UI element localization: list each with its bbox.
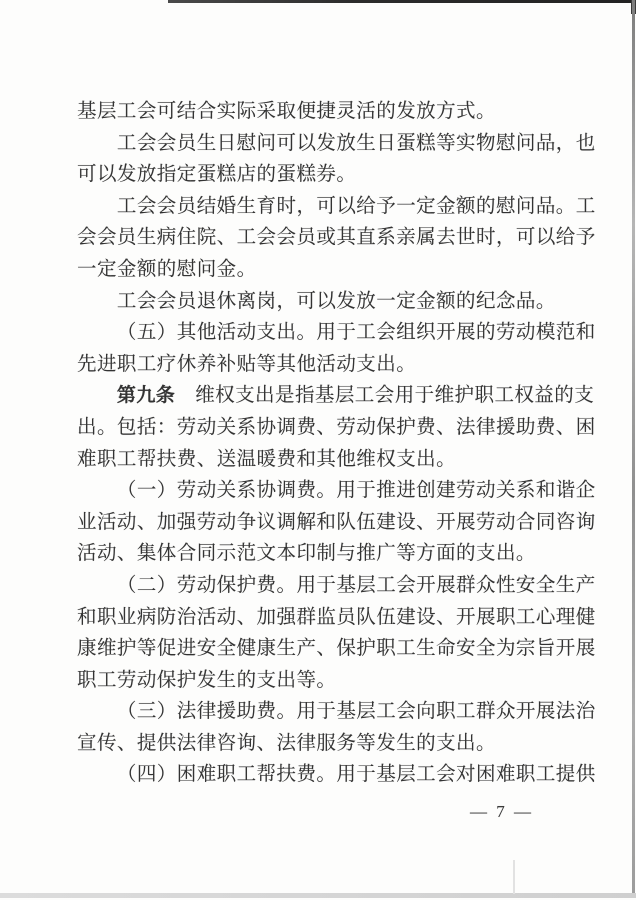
- text-line: （二）劳动保护费。用于基层工会开展群众性安全生产: [116, 574, 596, 596]
- document-text-block: [77, 96, 596, 791]
- text-line: 工会会员退休离岗，可以发放一定金额的纪念品。: [116, 290, 556, 312]
- text-line: 工会会员结婚生育时，可以给予一定金额的慰问品。工: [116, 195, 596, 217]
- scan-edge-right-line: [632, 0, 635, 897]
- text-line: 业活动、加强劳动争议调解和队伍建设、开展劳动合同咨询: [77, 511, 596, 533]
- text-line: 和职业病防治活动、加强群监员队伍建设、开展职工心理健: [77, 606, 596, 628]
- article-heading-bold: 第九条: [116, 385, 176, 407]
- text-line: 职工劳动保护发生的支出等。: [77, 669, 337, 691]
- text-line: （三）法律援助费。用于基层工会向职工群众开展法治: [116, 701, 596, 723]
- text-line: 康维护等促进安全健康生产、保护职工生命安全为宗旨开展: [77, 638, 596, 660]
- text-line: 基层工会可结合实际采取便捷灵活的发放方式。: [77, 101, 496, 122]
- scan-edge-top-line: [168, 0, 636, 3]
- text-line: （五）其他活动支出。用于工会组织开展的劳动模范和: [116, 322, 596, 344]
- text-line: [77, 380, 596, 412]
- text-line: 难职工帮扶费、送温暖费和其他维权支出。: [77, 448, 457, 470]
- scan-edge-bottom-line: [0, 893, 636, 898]
- text-line: （一）劳动关系协调费。用于推进创建劳动关系和谐企: [116, 480, 596, 502]
- text-line: 先进职工疗休养补贴等其他活动支出。: [77, 353, 417, 375]
- text-line: 可以发放指定蛋糕店的蛋糕券。: [77, 164, 357, 186]
- text-line: 活动、集体合同示范文本印制与推广等方面的支出。: [77, 543, 536, 565]
- text-line: 工会会员生日慰问可以发放生日蛋糕等实物慰问品，也: [116, 132, 596, 154]
- text-line: 出。包括：劳动关系协调费、劳动保护费、法律援助费、困: [77, 416, 596, 438]
- text-line: （四）困难职工帮扶费。用于基层工会对困难职工提供: [116, 764, 596, 786]
- text-line: 会会员生病住院、工会会员或其直系亲属去世时，可以给予: [77, 227, 596, 249]
- text-line-rest: 维权支出是指基层工会用于维护职工权益的支: [175, 385, 595, 407]
- scan-streak-mark: [513, 860, 515, 894]
- page-number: — 7 —: [470, 802, 534, 821]
- text-line: 一定金额的慰问金。: [77, 258, 257, 280]
- text-line: 宣传、提供法律咨询、法律服务等发生的支出。: [77, 732, 496, 754]
